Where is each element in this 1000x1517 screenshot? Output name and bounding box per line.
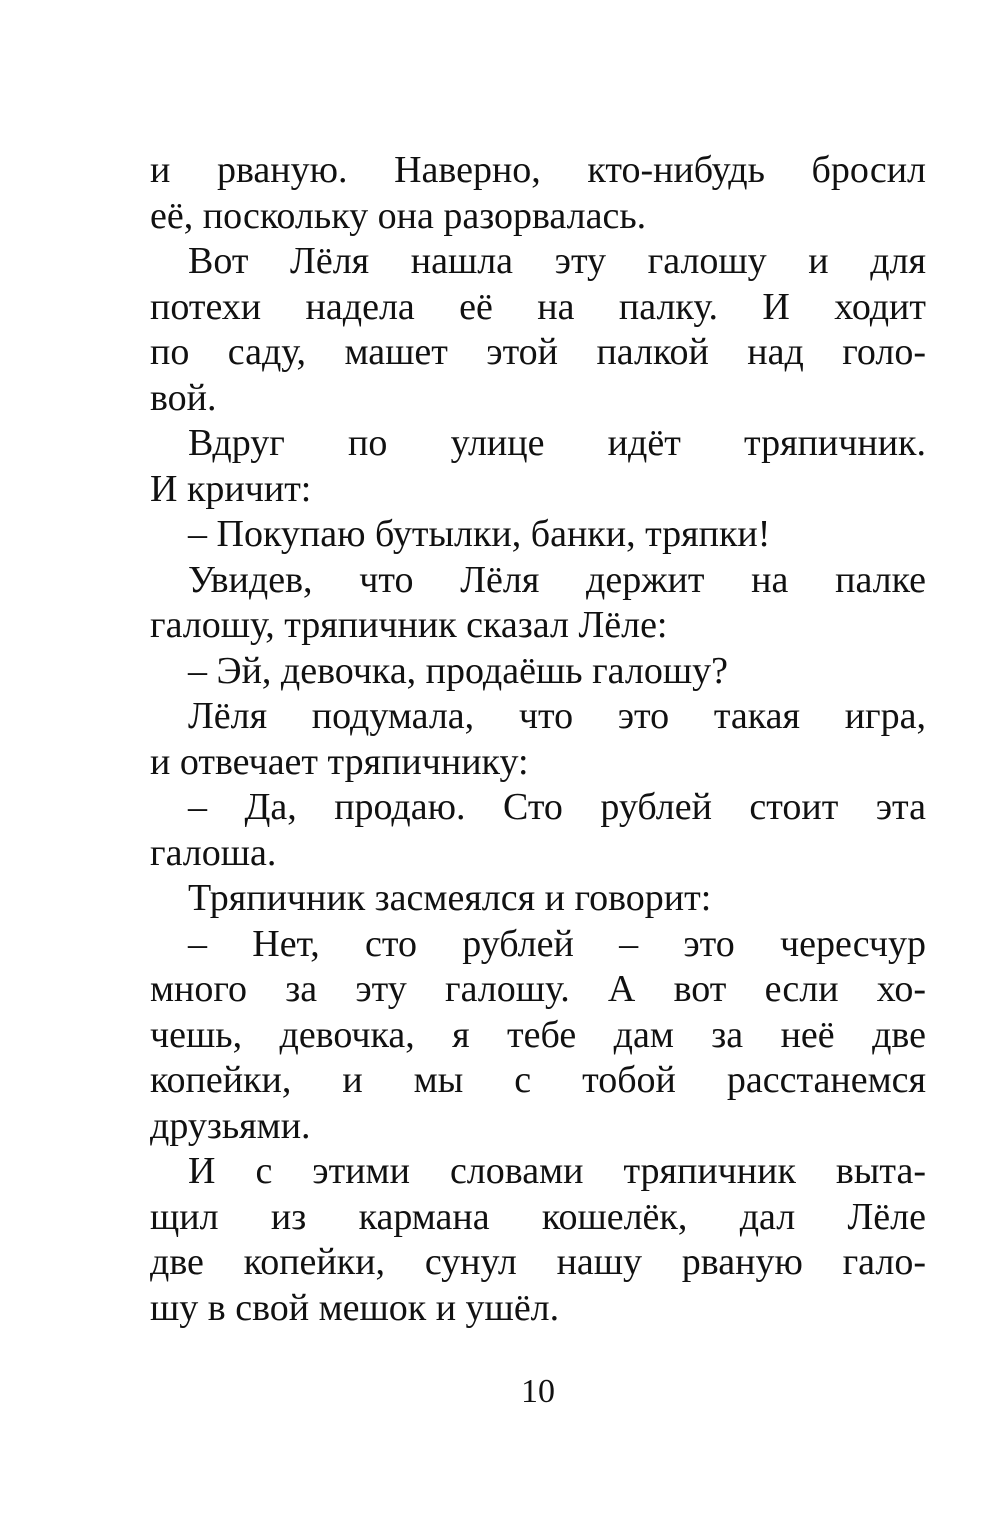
- text-line: шу в свой мешок и ушёл.: [150, 1286, 560, 1329]
- text-line: друзьями.: [150, 1104, 311, 1147]
- text-line: Лёля подумала, что это такая игра,: [188, 695, 926, 737]
- text-line: И кричит:: [150, 467, 312, 510]
- text-line: потехи надела её на палку. И ходит: [150, 285, 926, 328]
- text-line: – Покупаю бутылки, банки, тряпки!: [188, 513, 771, 555]
- text-line: по саду, машет этой палкой над голо-: [150, 331, 926, 373]
- text-line: – Да, продаю. Сто рублей стоит эта: [188, 786, 926, 828]
- text-line: и рваную. Наверно, кто-нибудь бросил: [150, 149, 926, 191]
- text-line: много за эту галошу. А вот если хо-: [150, 968, 926, 1010]
- text-line: Увидев, что Лёля держит на палке: [188, 558, 926, 601]
- text-line: Тряпичник засмеялся и говорит:: [188, 877, 712, 919]
- text-line: и отвечает тряпичнику:: [150, 740, 529, 783]
- text-line: копейки, и мы с тобой расстанемся: [150, 1059, 926, 1101]
- text-line: две копейки, сунул нашу рваную гало-: [150, 1241, 926, 1283]
- text-line: Вдруг по улице идёт тряпичник.: [188, 422, 926, 464]
- text-line: чешь, девочка, я тебе дам за неё две: [150, 1013, 926, 1056]
- text-line: галошу, тряпичник сказал Лёле:: [150, 604, 668, 646]
- text-line: – Нет, сто рублей – это чересчур: [188, 922, 926, 965]
- text-line: галоша.: [150, 831, 277, 874]
- text-line: Вот Лёля нашла эту галошу и для: [188, 240, 926, 282]
- text-line: И с этими словами тряпичник выта-: [188, 1150, 926, 1192]
- text-line: – Эй, девочка, продаёшь галошу?: [188, 649, 728, 692]
- page-number: 10: [521, 1373, 555, 1410]
- text-line: её, поскольку она разорвалась.: [150, 194, 647, 237]
- text-line: вой.: [150, 376, 217, 419]
- body-text: [150, 148, 926, 1331]
- text-line: щил из кармана кошелёк, дал Лёле: [150, 1195, 926, 1238]
